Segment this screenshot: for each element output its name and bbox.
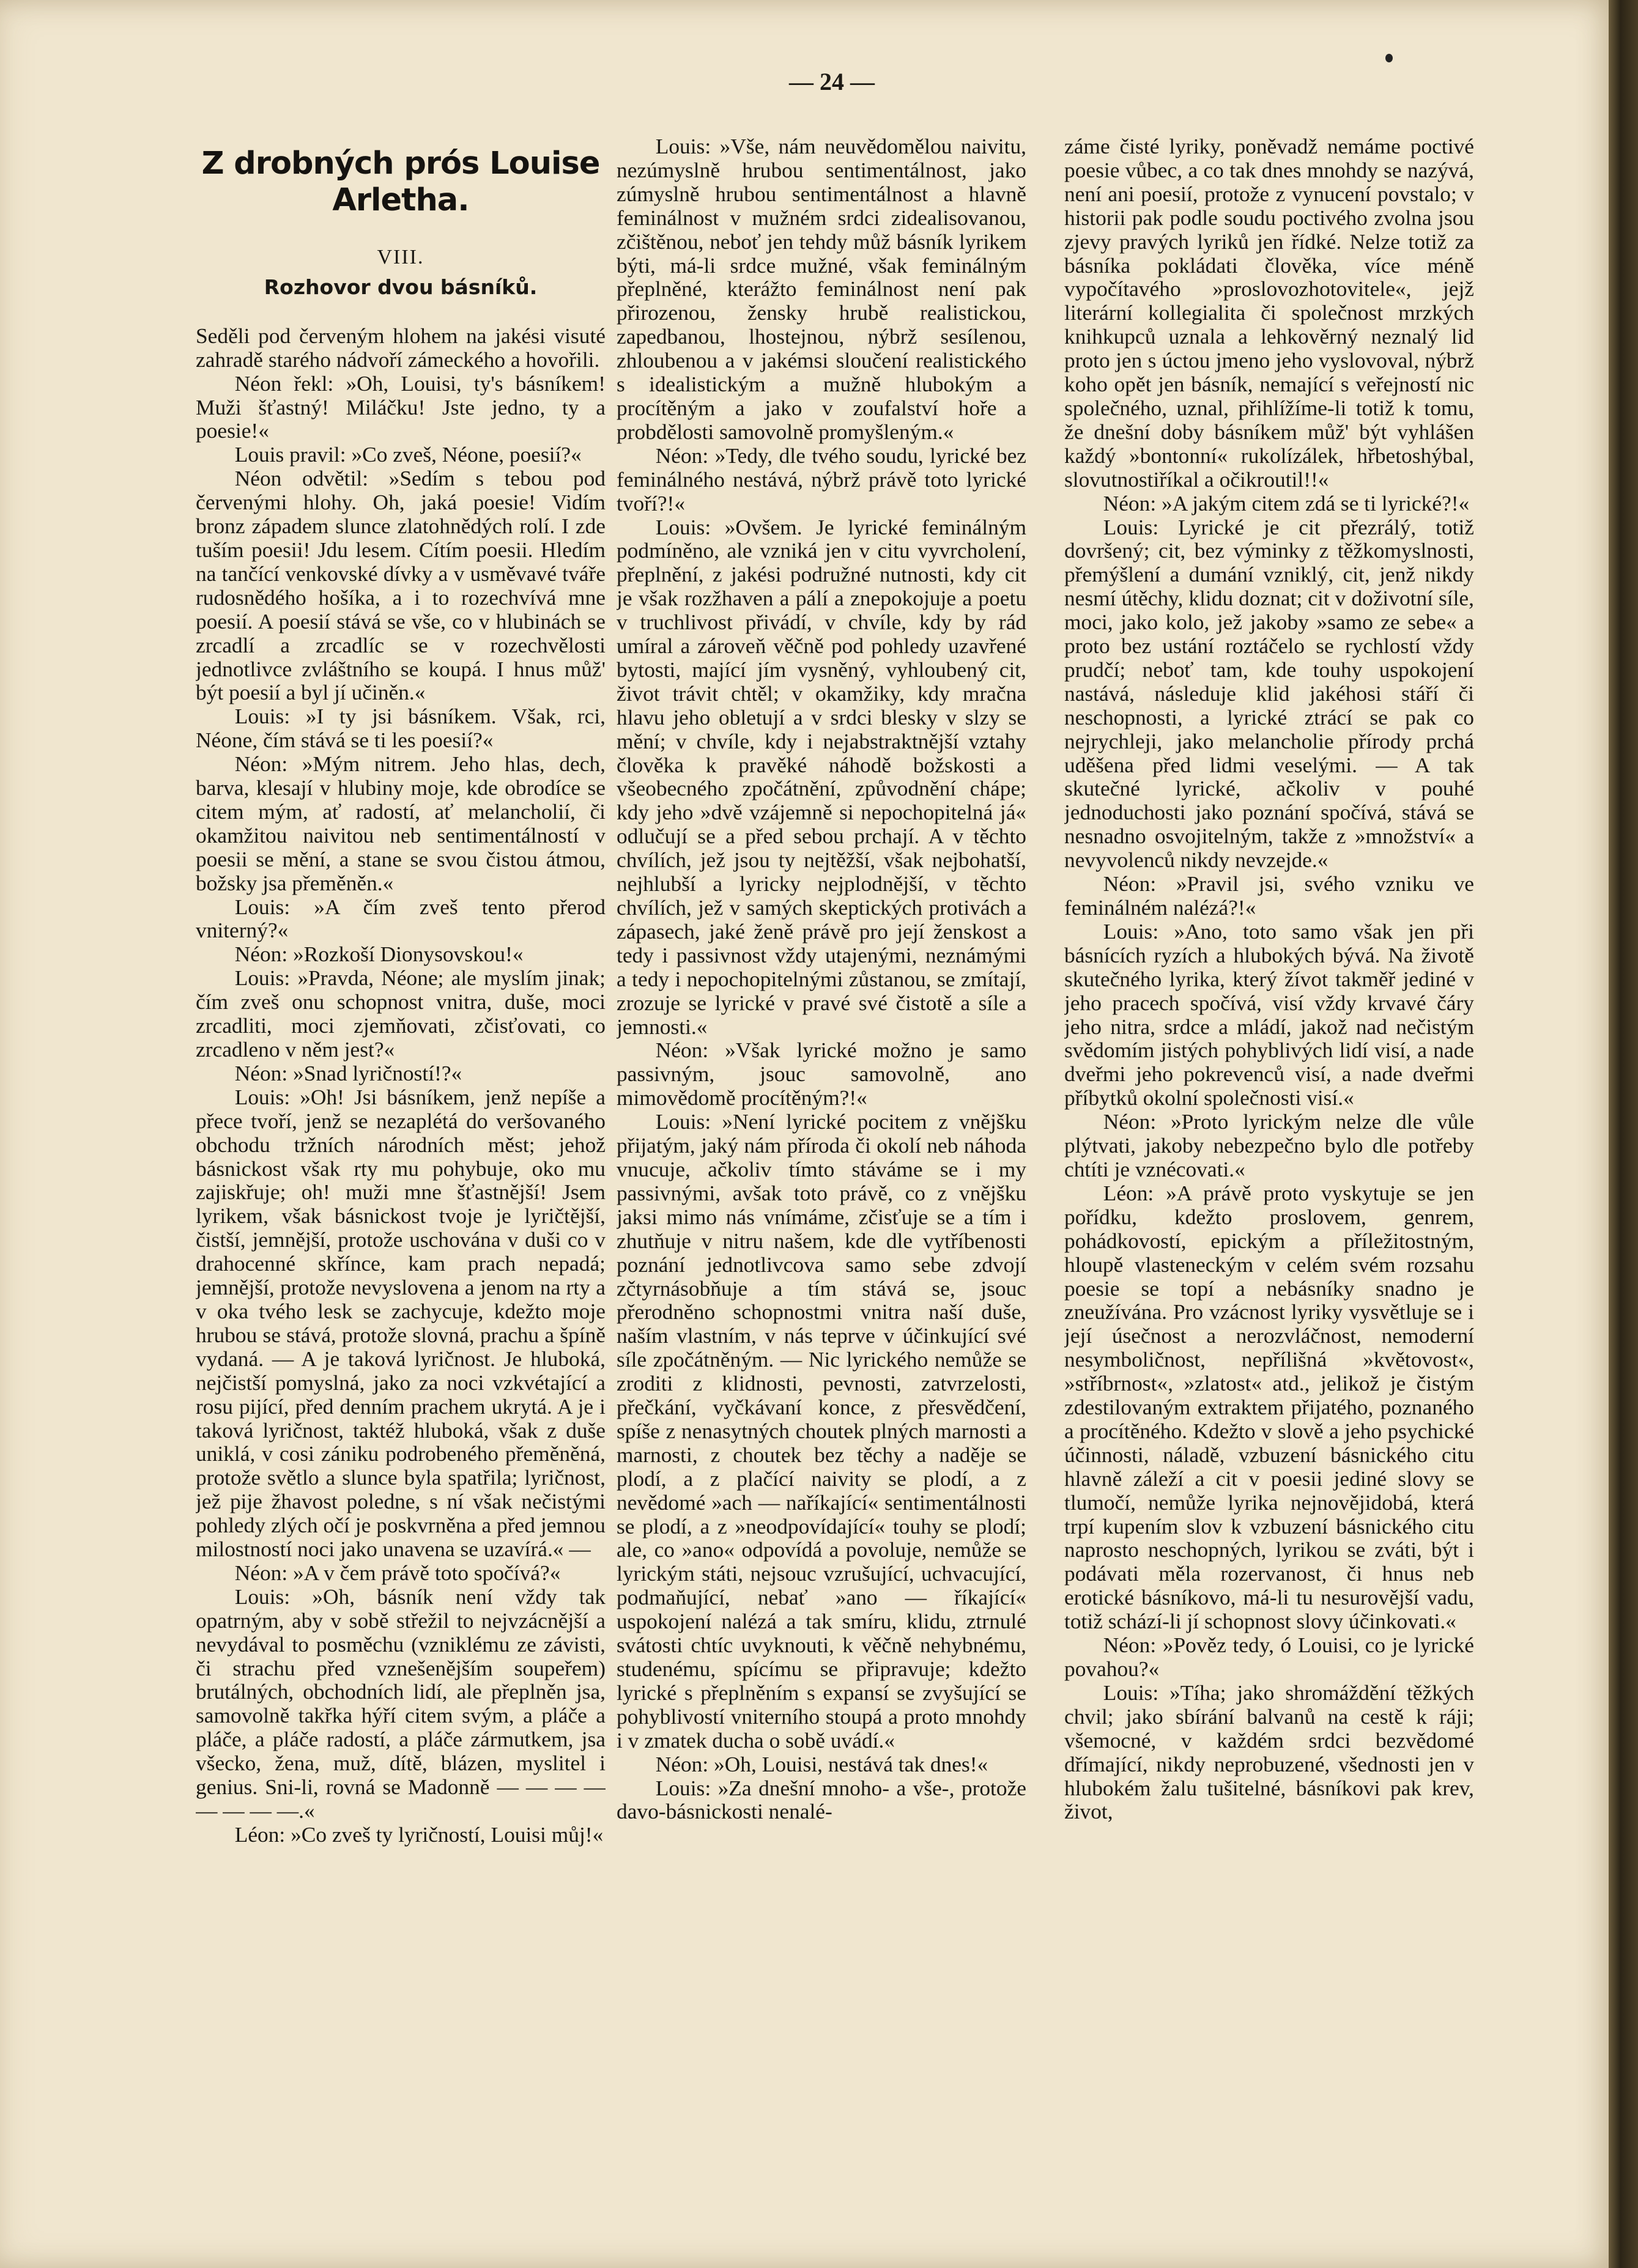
chapter-number: VIII. bbox=[377, 246, 424, 268]
paragraph: Néon: »Snad lyričností!?« bbox=[234, 1060, 462, 1085]
paragraph: Léon: »Co zveš ty lyričností, Louisi můj!« bbox=[234, 1822, 604, 1847]
column-2 bbox=[617, 135, 1026, 2238]
paragraph: Néon: »A v čem právě toto spočívá?« bbox=[234, 1560, 561, 1585]
paragraph: Néon: »Tedy, dle tvého soudu, lyrické bez feminálného nestává, nýbrž právě toto lyrické tvoří?!« bbox=[617, 443, 1026, 515]
paragraph: Louis: »A čím zveš tento přerod vniterný?« bbox=[196, 894, 606, 943]
paragraph: záme čisté lyriky, poněvadž nemáme poctivé poesie vůbec, a co tak dnes mnohdy se nazývá, není ani poesií, protože z vynucení povstalo; v historii pak podle soudu poctivého zvolna jsou zjevy pravých lyriků jen řídké. Nelze totiž za básníka pokládati člověka, více méně vypočítavého »proslovozhotovitele«, jejž literární kollegialita či společnost mrzkých knihkupců uznala a lehkověrný neznalý lid proto jen s úctou jmeno jeho vyslovoval, nýbrž koho opět jen básník, nemající s veřejností nic společného, uznal, přihlížíme-li totiž k tomu, že dnešní doby básníkem můž' být vyhlášen každý »bontonní« rukolízálek, hřbetoshýbal, slovutnostiříkal a očikroutil!!« bbox=[1064, 135, 1474, 492]
paragraph: Léon: »A právě proto vyskytuje se jen pořídku, kdežto proslovem, genrem, pohádkovostí, epickým a příležitostným, hloupě vlasteneckým v celém svém rozsahu poesie se topí a nebásníky snadno je zneužívána. Pro vzácnost lyriky vysvětluje se i její úsečnost a nerozvláčnost, nemoderní nesymboličnost, nepřílišná »květovost«, »stříbrnost«, »zlatost« atd., jelikož je čistým zdestilovaným extraktem přijatého, poznaného a procítěného. Kdežto v slově a jeho psychické účinnosti, náladě, vzbuzení básnického citu hlavně záleží a cit v poesii jediné slovy se tlumočí, nemůže lyrika nejnovějidobá, která trpí kupením slov k vzbuzení básnického citu naprosto neschopných, lyrikou se zváti, být i podávati měla rozervanost, či hnus neb erotické básníkovo, má-li tu nesurovější vadu, totiž schází-li jí schopnost slovy účinkovati.« bbox=[1064, 1180, 1474, 1634]
paragraph: Louis pravil: »Co zveš, Néone, poesií?« bbox=[234, 442, 582, 467]
paragraph: Louis: »I ty jsi básníkem. Však, rci, Néone, čím stává se ti les poesií?« bbox=[196, 704, 606, 753]
paragraph: Néon: »Pověz tedy, ó Louisi, co je lyrické povahou?« bbox=[1064, 1633, 1474, 1681]
paragraph: Néon řekl: »Oh, Louisi, ty's básníkem! Muži šťastný! Miláčku! Jste jedno, ty a poesie!« bbox=[196, 371, 606, 443]
paragraph: Louis: »Vše, nám neuvědomělou naivitu, nezúmyslně hrubou sentimentálnost, jako zúmyslně hrubou sentimentálnost a hlavně feminálnost v mužném srdci zidealisovanou, zčištěnou, neboť jen tehdy můž básník lyrikem býti, má-li srdce mužné, však feminálným přeplněné, kterážto feminálnost není pak přirozenou, žensky hrubě realistickou, zapedbanou, lhostejnou, nýbrž sesílenou, zhloubenou a v jakémsi sloučení realistického s idealistickým a mužně hlubokým a procítěným a jako v zoufalství hoře a probdělosti samovolně promyšleným.« bbox=[617, 135, 1026, 444]
paragraph: Seděli pod červeným hlohem na jakési visuté zahradě starého nádvoří zámeckého a hovořili. bbox=[196, 323, 606, 372]
paragraph: Louis: »Ano, toto samo však jen při básnících ryzích a hlubokých bývá. Na životě skutečného lyrika, který žívot takměř jediné v jeho pracech spočívá, visí vždy krvavé čáry jeho nitra, srdce a mládí, jakož nad nečistým svědomím jistých pohyblivých lidí visí, a nade dveřmi jeho pokrevenců visí, a nade dveřmi příbytků okolní společnosti visí.« bbox=[1064, 918, 1474, 1110]
paragraph: Néon: »Proto lyrickým nelze dle vůle plýtvati, jakoby nebezpečno bylo dle potřeby chtíti je vznécovati.« bbox=[1064, 1109, 1474, 1181]
page-edge bbox=[1609, 0, 1638, 2268]
article-subtitle: Rozhovor dvou básníků. bbox=[264, 275, 538, 299]
paragraph: Néon: »Pravil jsi, svého vzniku ve feminálném nalézá?!« bbox=[1064, 871, 1474, 920]
paragraph: Louis: Lyrické je cit přezrálý, totiž dovršený; cit, bez výminky z těžkomyslnosti, přemýšlení a dumání vzniklý, cit, jenž nikdy nesmí útěchy, klidu doznat; cit v doživotní síle, moci, jako kolo, jež jakoby »samo ze sebe« a proto bez ustání roztáčelo se rychlostí vždy prudčí; neboť tam, kde touhy uspokojení nastává, následuje klid jakéhosi stáří či neschopnosti, a lyrické ztrácí se pak co nejrychleji, jako melancholie přírody prchá uděšena před lidmi veselými. — A tak skutečné lyrické, ačkoliv v pouhé jednoduchosti jako poznání spočívá, stává se nesnadno osvojitelným, takže z »množství« a nevyvolenců nikdy nevzejde.« bbox=[1064, 514, 1474, 873]
column-3 bbox=[1064, 135, 1474, 2238]
paragraph: Néon: »Však lyrické možno je samo passivným, jsouc samovolně, ano mimovědomě procítěným?!« bbox=[617, 1038, 1026, 1110]
paragraph: Louis: »Oh, básník není vždy tak opatrným, aby v sobě střežil to nejvzácnější a nevydával to posměchu (vzniklému ze závisti, či strachu před vznešenějším soupeřem) brutálných, obchodních lidí, ale přeplněn jsa, samovolně takřka hýří citem svým, a pláče a pláče, a pláče radostí, a pláče zármutkem, jsa všecko, žena, muž, dítě, blázen, myslitel i genius. Sni-li, rovná se Madonně — — — — — — — —.« bbox=[196, 1584, 606, 1823]
ink-dot bbox=[1385, 54, 1393, 62]
page-number: — 24 — bbox=[789, 68, 875, 95]
paragraph: Néon: »Oh, Louisi, nestává tak dnes!« bbox=[655, 1751, 988, 1776]
article-title: Z drobných prós Louise Arletha. bbox=[201, 146, 600, 218]
paragraph: Louis: »Tíha; jako shromáždění těžkých chvil; jako sbírání balvanů na cestě k ráji; všemocné, v každém srdci bezvědomé dřímající, nikdy neprobuzené, všednosti jen v hlubokém žalu tušitelné, básníkovi pak krev, život, bbox=[1064, 1680, 1474, 1824]
paragraph: Néon: »Rozkoší Dionysovskou!« bbox=[234, 942, 524, 967]
paragraph: Néon odvětil: »Sedím s tebou pod červenými hlohy. Oh, jaká poesie! Vidím bronz západem slunce zlatohnědých rolí. I zde tuším poesii! Jdu lesem. Cítím poesii. Hledím na tančící venkovské dívky a v usměvavé tváře rudosnědého hošíka, a i to rozechvívá mne poesií. A poesií stává se vše, co v hlubinách se zrcadlí a zrcadlíc se v rozechvělosti jednotlivce zvláštního se koupá. I hnus můž' být poesií a byl jí učiněn.« bbox=[196, 466, 606, 705]
column-1 bbox=[196, 135, 606, 2238]
paragraph: Louis: »Ovšem. Je lyrické feminálným podmíněno, ale vzniká jen v citu vyvrcholení, přeplnění, z jakési podružné nutnosti, kdy cit je však rozžhaven a pálí a znepokojuje a poetu v truchlivost přivádí, v chvíle, kdy by rád umíral a zároveň věčně pod pohledy uzavřené bytosti, mající jím vysněný, vyhloubený cit, život trávit chtěl; v okamžiky, kdy mračna hlavu jeho obletují a v srdci blesky v slzy se mění; v chvíle, kdy i nejabstraktnější vztahy člověka k pravěké náhodě božskosti a všeobecného zpočátnění, způvodnění chápe; kdy jeho »dvě vzájemně si nepochopitelná já« odlučují se a před sebou prchají. A v těchto chvílích, jež jsou ty nejtěžší, však nejbohatší, nejhlubší a lyricky nejplodnější, v těchto chvílích, jež v samých skeptických protivách a zápasech, jaké ženě právě pro její ženskost a tedy i passivnost vždy utajenými, neznámými a tedy i nepochopitelnými zůstanou, se zmítají, zrozuje se lyrické v pravé své čistotě a síle a jemnosti.« bbox=[617, 514, 1026, 1039]
paragraph: Louis: »Za dnešní mnoho- a vše-, protože davo-básnickosti nenalé- bbox=[617, 1775, 1026, 1824]
paragraph: Néon: »Mým nitrem. Jeho hlas, dech, barva, klesají v hlubiny moje, kde obrodíce se citem mým, ať radostí, ať melancholií, či okamžitou naivitou neb sentimentálností v poesii se mění, a stane se svou čistou átmou, božsky jsa přeměněn.« bbox=[196, 752, 606, 895]
paragraph: Louis: »Pravda, Néone; ale myslím jinak; čím zveš onu schopnost vnitra, duše, moci zrcadliti, moci zjemňovati, zčisťovati, co zrcadleno v něm jest?« bbox=[196, 966, 606, 1062]
paragraph: Louis: »Není lyrické pocitem z vnějšku přijatým, jaký nám příroda či okolí neb náhoda vnucuje, ačkoliv tímto stáváme se i my passivnými, avšak toto právě, co z vnějšku jaksi mimo nás vnímáme, zčisťuje se a tím i zhutňuje v nitru našem, kde dle vytříbenosti poznání jednotlivcova samo sebe zdvojí zčtyrnásobňuje a tím stává se, jsouc přerodněno schopnostmi vnitra naší duše, naším vlastním, v nás teprve v účinkující své síle zpočátněným. — Nic lyrického nemůže se zroditi z klidnosti, pevnosti, zatvrzelosti, přečkání, vyčkávaní konce, z přesvědčení, spíše z nenasytných choutek plných marnosti a marnosti, z choutek bez těchy a naděje se plodí, a z plačící naivity se plodí, a z nevědomé »ach — naříkající« sentimentálnosti se plodí, a z »neodpovídající« touhy se plodí; ale, co »ano« odpovídá a povoluje, nemůže se lyrickým státi, nejsouc vzrušující, uchvacující, podmaňující, nebať »ano — říkající« uspokojení nalézá a tak smíru, klidu, ztrnulé svátosti chtíc uvyknouti, k věčně nehybnému, studenému, spícímu se připravuje; kdežto lyrické s přeplněním s expansí se zvyšující se pohyblivostí vniterního stoupá a proto mnohdy i v zmatek ducha o sobě uvádí.« bbox=[617, 1109, 1026, 1753]
paragraph: Louis: »Oh! Jsi básníkem, jenž nepíše a přece tvoří, jenž se nezaplétá do veršovaného obchodu tržních národních měst; jehož básnickost však rty mu pohybuje, oko mu zajiskřuje; oh! muži mne šťastnější! Jsem lyrikem, však básnickost tvoje je lyričtější, čistší, jemnější, protože uschována v duši co v drahocenné skřínce, kam prach nepadá; jemnější, protože nevyslovena a jenom na rty a v oka tvého lesk se zachycuje, kdežto moje hrubou se stává, protože slovná, prachu a špíně vydaná. — A je taková lyričnost. Je hluboká, nejčistší pomyslná, jako za noci vzkvétající a rosu pijící, před denním prachem ukrytá. A je i taková lyričnost, taktéž hluboká, však z duše uniklá, v cosi zániku podrobeného přeměněná, protože světlo a slunce byla spatřila; lyričnost, jež pije žhavost poledne, s ní však nečistými pohledy zlých očí je poskvrněna a před jemnou milostností noci jako unavena se uzavírá.« — bbox=[196, 1084, 606, 1562]
paragraph: Néon: »A jakým citem zdá se ti lyrické?!« bbox=[1103, 490, 1470, 515]
